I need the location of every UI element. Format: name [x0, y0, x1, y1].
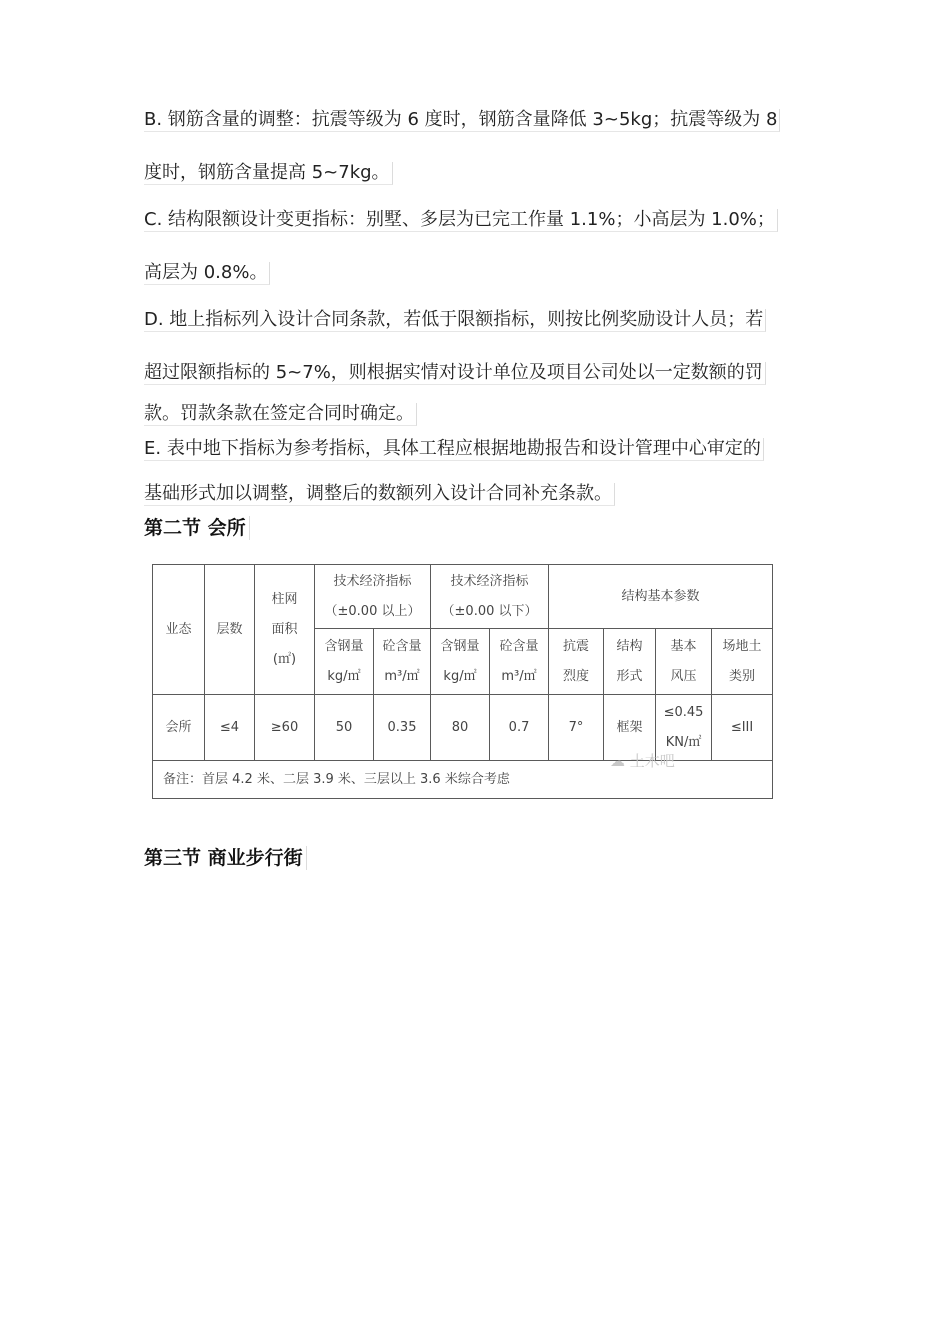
- header-steel-above-line-1: 含钢量: [324, 638, 364, 654]
- cell-concrete-above: 0.35: [374, 695, 431, 761]
- header-below-ground-line-1: 技术经济指标: [450, 573, 529, 589]
- header-seismic: [549, 629, 604, 695]
- header-seismic-line-1: 抗震: [563, 638, 590, 654]
- header-structure-form: [604, 629, 656, 695]
- watermark: [610, 750, 675, 771]
- table-note: 备注：首层 4.2 米、二层 3.9 米、三层以上 3.6 米综合考虑: [153, 761, 773, 799]
- section-2-title: 第二节 会所: [144, 516, 250, 540]
- header-above-ground: [315, 565, 431, 629]
- header-concrete-below-line-2: m³/㎡: [501, 668, 537, 684]
- header-steel-below: [431, 629, 490, 695]
- header-concrete-above-line-1: 砼含量: [382, 638, 422, 654]
- header-grid-area-line-2: 面积: [271, 621, 298, 637]
- cell-wind-pressure-value: ≤0.45: [663, 704, 704, 720]
- header-steel-below-line-1: 含钢量: [440, 638, 480, 654]
- header-site-soil: [712, 629, 773, 695]
- header-steel-below-line-2: kg/㎡: [443, 668, 477, 684]
- header-grid-area-line-3: (㎡): [272, 651, 297, 667]
- paragraph-d-line-3: 款。罚款条款在签定合同时确定。: [144, 403, 417, 426]
- paragraph-c-line-1: C. 结构限额设计变更指标：别墅、多层为已完工作量 1.1%；小高层为 1.0%；: [144, 209, 778, 232]
- cell-floors: ≤4: [205, 695, 255, 761]
- header-wind-pressure-line-2: 风压: [670, 668, 697, 684]
- header-grid-area-line-1: 柱网: [271, 591, 298, 607]
- cell-structure-form: 框架: [604, 695, 656, 761]
- header-site-soil-line-2: 类别: [729, 668, 756, 684]
- cell-site-soil: ≤III: [712, 695, 773, 761]
- paragraph-e-line-2: 基础形式加以调整，调整后的数额列入设计合同补充条款。: [144, 483, 615, 506]
- paragraph-e-line-1: E. 表中地下指标为参考指标，具体工程应根据地勘报告和设计管理中心审定的: [144, 438, 764, 461]
- paragraph-d-line-1: D. 地上指标列入设计合同条款，若低于限额指标，则按比例奖励设计人员；若: [144, 309, 766, 332]
- header-structure-form-line-1: 结构: [616, 638, 643, 654]
- cell-concrete-below: 0.7: [490, 695, 549, 761]
- header-structure-params: 结构基本参数: [549, 565, 773, 629]
- paragraph-d-line-2: 超过限额指标的 5~7%，则根据实情对设计单位及项目公司处以一定数额的罚: [144, 362, 766, 385]
- cell-wind-pressure-unit: KN/㎡: [665, 734, 702, 750]
- table-row: [153, 695, 773, 761]
- header-above-ground-line-1: 技术经济指标: [333, 573, 412, 589]
- clubhouse-index-table: [152, 564, 772, 798]
- watermark-text: 土木吧: [629, 752, 675, 770]
- header-seismic-line-2: 烈度: [563, 668, 590, 684]
- header-business-type: 业态: [153, 565, 205, 695]
- header-site-soil-line-1: 场地土: [722, 638, 762, 654]
- header-steel-above-line-2: kg/㎡: [327, 668, 361, 684]
- cell-steel-below: 80: [431, 695, 490, 761]
- paragraph-c-line-2: 高层为 0.8%。: [144, 262, 270, 285]
- header-below-ground: [431, 565, 549, 629]
- cell-business-type: 会所: [153, 695, 205, 761]
- header-steel-above: [315, 629, 374, 695]
- header-wind-pressure-line-1: 基本: [670, 638, 697, 654]
- header-concrete-below: [490, 629, 549, 695]
- watermark-icon: ☁: [610, 752, 625, 770]
- header-grid-area: [255, 565, 315, 695]
- header-concrete-below-line-1: 砼含量: [499, 638, 539, 654]
- cell-seismic: 7°: [549, 695, 604, 761]
- cell-steel-above: 50: [315, 695, 374, 761]
- header-floors: 层数: [205, 565, 255, 695]
- header-wind-pressure: [656, 629, 712, 695]
- paragraph-b-line-1: B. 钢筋含量的调整：抗震等级为 6 度时，钢筋含量降低 3~5kg；抗震等级为 8: [144, 109, 780, 132]
- header-structure-form-line-2: 形式: [616, 668, 643, 684]
- cell-grid-area: ≥60: [255, 695, 315, 761]
- header-above-ground-line-2: （±0.00 以上）: [324, 603, 421, 619]
- header-below-ground-line-2: （±0.00 以下）: [441, 603, 538, 619]
- paragraph-b-line-2: 度时，钢筋含量提高 5~7kg。: [144, 162, 393, 185]
- section-3-title: 第三节 商业步行街: [144, 846, 307, 870]
- header-concrete-above-line-2: m³/㎡: [384, 668, 420, 684]
- header-concrete-above: [374, 629, 431, 695]
